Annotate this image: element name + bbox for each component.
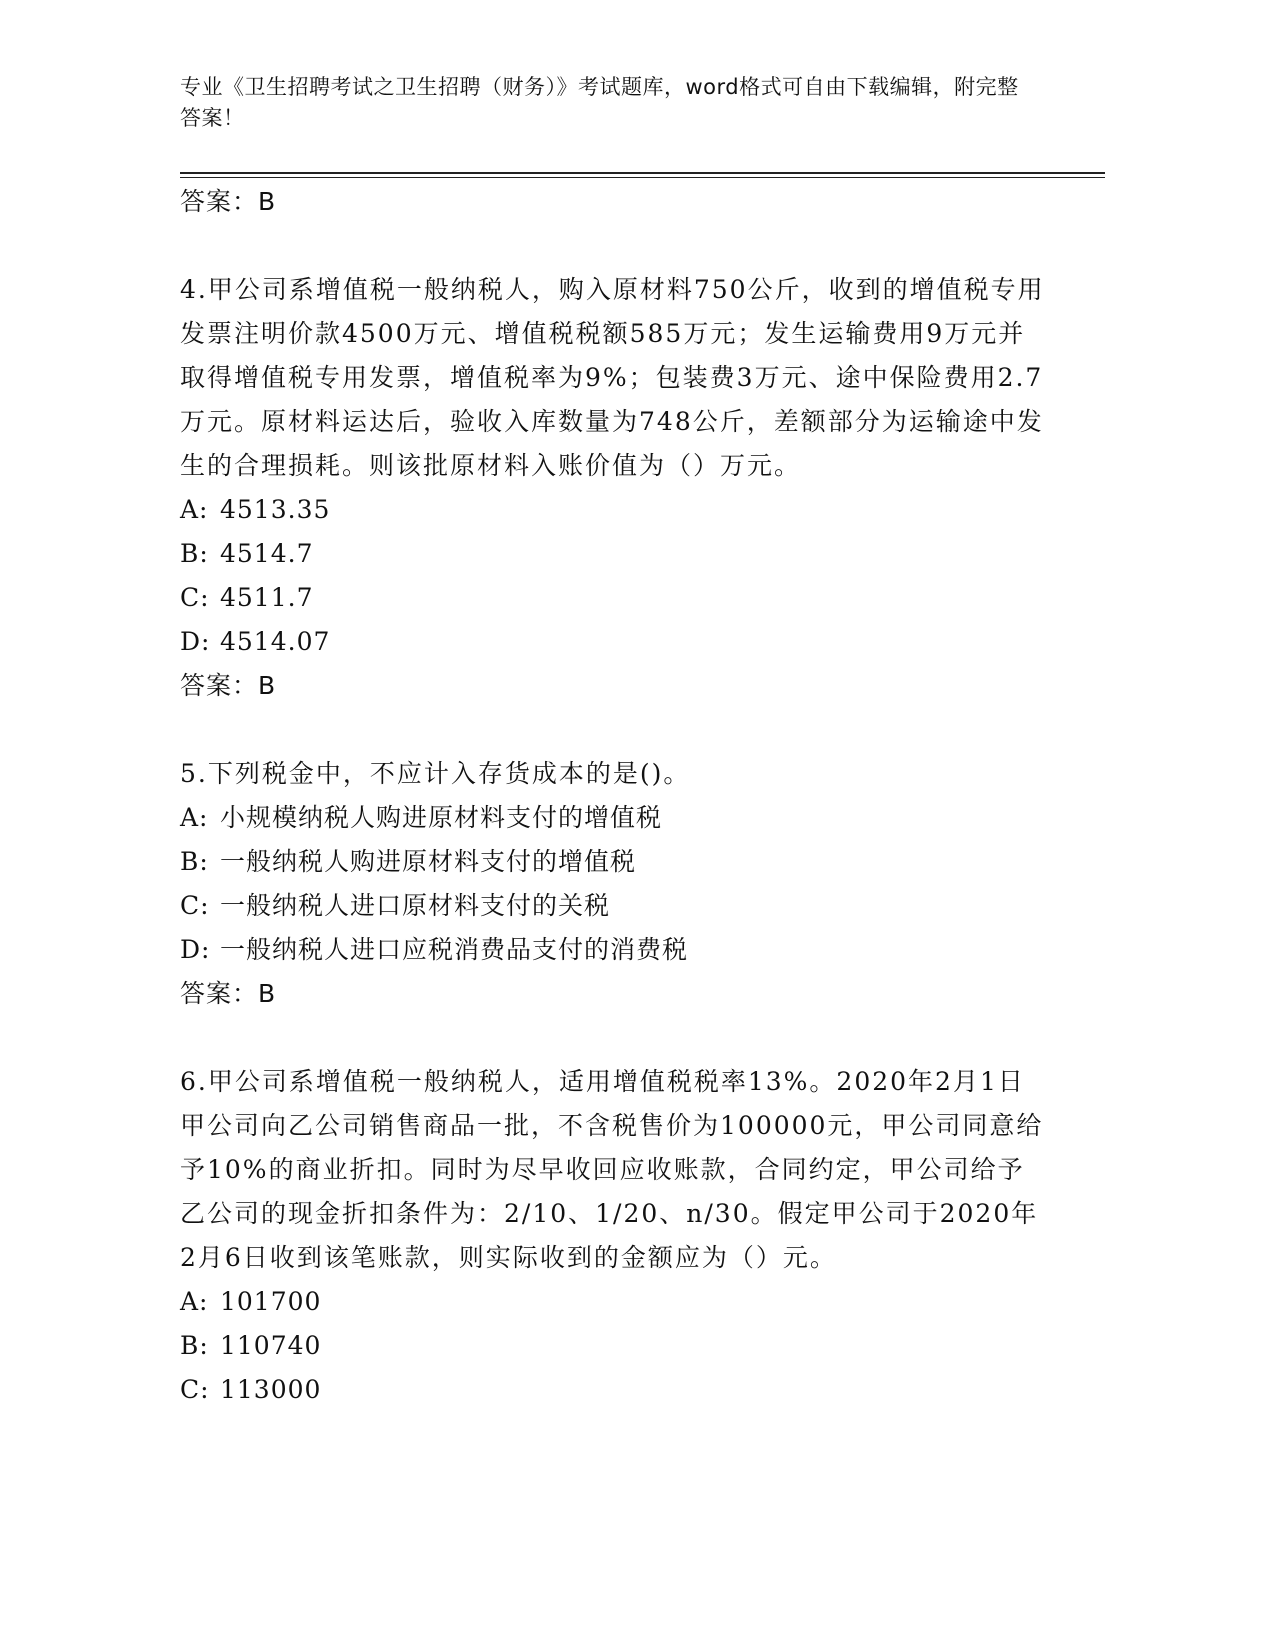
option-b xyxy=(180,840,1050,884)
option-d xyxy=(180,620,1050,664)
option-a xyxy=(180,1280,1050,1324)
option-text: 4511.7 xyxy=(220,583,314,612)
option-text: 小规模纳税人购进原材料支付的增值税 xyxy=(220,803,663,832)
answer-line: 答案：B xyxy=(180,979,277,1008)
option-d xyxy=(180,928,1050,972)
option-letter: C: xyxy=(180,891,210,920)
option-text: 4514.7 xyxy=(220,539,314,568)
option-text: 4513.35 xyxy=(220,495,331,524)
option-letter: A: xyxy=(180,1287,209,1316)
option-c xyxy=(180,884,1050,928)
question-text: 4.甲公司系增值税一般纳税人，购入原材料750公斤，收到的增值税专用发票注明价款4500万元、增值税税额585万元；发生运输费用9万元并取得增值税专用发票，增值税率为9%；包装费3万元、途中保险费用2.7万元。原材料运达后，验收入库数量为748公斤，差额部分为运输途中发生的合理损耗。则该批原材料入账价值为（）万元。 xyxy=(180,275,1045,480)
answer-line: 答案：B xyxy=(180,187,277,216)
option-text: 4514.07 xyxy=(220,627,331,656)
option-letter: D: xyxy=(180,627,211,656)
option-letter: A: xyxy=(180,803,209,832)
option-text: 一般纳税人进口原材料支付的关税 xyxy=(220,891,611,920)
answer-line: 答案：B xyxy=(180,671,277,700)
header-rule-thin xyxy=(180,177,1105,178)
option-letter: B: xyxy=(180,539,209,568)
option-b xyxy=(180,532,1050,576)
option-text: 一般纳税人进口应税消费品支付的消费税 xyxy=(220,935,689,964)
question-text: 5.下列税金中，不应计入存货成本的是()。 xyxy=(180,759,691,788)
option-letter: B: xyxy=(180,1331,209,1360)
question-list xyxy=(180,180,1050,1412)
option-text: 110740 xyxy=(220,1331,322,1360)
option-letter: B: xyxy=(180,847,209,876)
option-letter: C: xyxy=(180,583,210,612)
header-rule-thick xyxy=(180,172,1105,174)
question-4 xyxy=(180,268,1050,708)
option-b xyxy=(180,1324,1050,1368)
option-text: 一般纳税人购进原材料支付的增值税 xyxy=(220,847,637,876)
document-header: 专业《卫生招聘考试之卫生招聘（财务）》考试题库，word格式可自由下载编辑，附完整答案！ xyxy=(180,75,1019,130)
question-6 xyxy=(180,1060,1050,1412)
option-c xyxy=(180,1368,1050,1412)
option-letter: C: xyxy=(180,1375,210,1404)
option-text: 101700 xyxy=(220,1287,322,1316)
question-5 xyxy=(180,752,1050,1016)
option-letter: D: xyxy=(180,935,211,964)
option-a xyxy=(180,488,1050,532)
option-text: 113000 xyxy=(220,1375,322,1404)
option-letter: A: xyxy=(180,495,209,524)
option-c xyxy=(180,576,1050,620)
option-a xyxy=(180,796,1050,840)
question-text: 6.甲公司系增值税一般纳税人，适用增值税税率13%。2020年2月1日甲公司向乙公司销售商品一批，不含税售价为100000元，甲公司同意给予10%的商业折扣。同时为尽早收回应收账款，合同约定，甲公司给予乙公司的现金折扣条件为：2/10、1/20、n/30。假定甲公司于2020年2月6日收到该笔账款，则实际收到的金额应为（）元。 xyxy=(180,1067,1044,1272)
